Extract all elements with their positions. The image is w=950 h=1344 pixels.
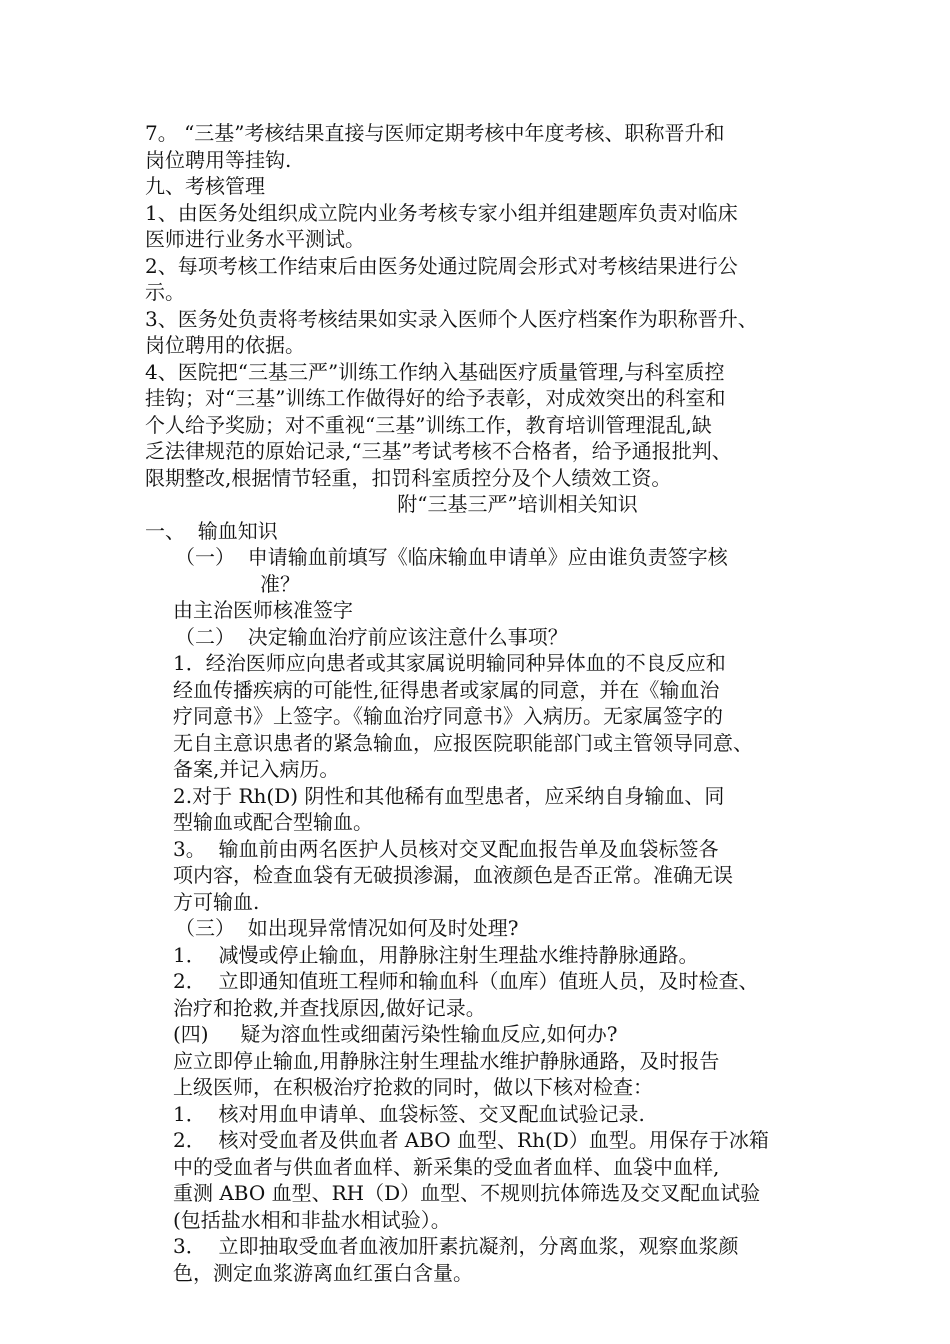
text-line: 一、 输血知识 (145, 518, 278, 543)
text-line: （三） 如出现异常情况如何及时处理? (175, 916, 519, 940)
text-line: 岗位聘用的依据。 (145, 333, 305, 357)
text-line: (四) 疑为溶血性或细菌污染性输血反应,如何办? (173, 1022, 618, 1046)
text-line: 7。 “三基”考核结果直接与医师定期考核中年度考核、职称晋升和 (145, 121, 725, 145)
text-line: 医师进行业务水平测试。 (145, 227, 365, 251)
text-line: （一） 申请输血前填写《临床输血申请单》应由谁负责签字核 (175, 545, 728, 569)
text-line: 疗同意书》上签字。《输血治疗同意书》入病历。无家属签字的 (173, 704, 723, 728)
text-line: 挂钩；对“三基”训练工作做得好的给予表彰，对成效突出的科室和 (145, 386, 726, 410)
text-line: 中的受血者与供血者血样、新采集的受血者血样、血袋中血样, (173, 1154, 720, 1179)
text-line: 上级医师，在积极治疗抢救的同时，做以下核对检查： (173, 1075, 653, 1099)
text-line: 附“三基三严”培训相关知识 (397, 492, 638, 516)
text-line: （二） 决定输血治疗前应该注意什么事项？ (175, 624, 568, 649)
text-line: 治疗和抢救,并查找原因,做好记录。 (173, 995, 486, 1020)
text-line: 2． 立即通知值班工程师和输血科（血库）值班人员，及时检查、 (173, 969, 759, 993)
text-line: 示。 (145, 280, 185, 304)
text-line: 项内容，检查血袋有无破损渗漏，血液颜色是否正常。准确无误 (173, 863, 733, 887)
text-line: 3、医务处负责将考核结果如实录入医师个人医疗档案作为职称晋升、 (145, 306, 758, 331)
text-line: 3． 立即抽取受血者血液加肝素抗凝剂，分离血浆，观察血浆颜 (173, 1234, 739, 1258)
text-line: 2.对于 Rh(D) 阴性和其他稀有血型患者，应采纳自身输血、同 (173, 783, 725, 808)
text-line: 应立即停止输血,用静脉注射生理盐水维护静脉通路，及时报告 (173, 1048, 720, 1073)
text-line: 2． 核对受血者及供血者 ABO 血型、Rh(D）血型。用保存于冰箱 (173, 1128, 769, 1152)
text-line: 4、医院把“三基三严”训练工作纳入基础医疗质量管理,与科室质控 (145, 359, 725, 384)
text-line: 色，测定血浆游离血红蛋白含量。 (173, 1260, 473, 1285)
text-line: 个人给予奖励；对不重视“三基”训练工作，教育培训管理混乱,缺 (145, 412, 712, 437)
text-line: 方可输血. (173, 889, 260, 914)
document-body (145, 120, 830, 1286)
text-line: 备案,并记入病历。 (173, 757, 340, 781)
text-line: 1． 减慢或停止输血，用静脉注射生理盐水维持静脉通路。 (173, 942, 699, 967)
text-line: 乏法律规范的原始记录,“三基”考试考核不合格者，给予通报批判、 (145, 439, 732, 463)
text-line: 1、由医务处组织成立院内业务考核专家小组并组建题库负责对临床 (145, 200, 738, 225)
text-line: 九、考核管理 (145, 174, 265, 198)
text-line: 岗位聘用等挂钩. (145, 147, 292, 172)
text-line: 1． 核对用血申请单、血袋标签、交叉配血试验记录. (173, 1101, 645, 1126)
text-line: 3。 输血前由两名医护人员核对交叉配血报告单及血袋标签各 (173, 836, 719, 861)
text-line: 限期整改,根据情节轻重，扣罚科室质控分及个人绩效工资。 (145, 465, 672, 490)
text-line: 由主治医师核准签字 (173, 598, 353, 622)
text-line: 重测 ABO 血型、RH（D）血型、不规则抗体筛选及交叉配血试验 (173, 1181, 761, 1205)
text-line: 经血传播疾病的可能性,征得患者或家属的同意，并在《输血治 (173, 677, 720, 702)
text-line: 1．经治医师应向患者或其家属说明输同种异体血的不良反应和 (173, 651, 726, 675)
text-line: 准？ (260, 571, 300, 596)
text-line: 型输血或配合型输血。 (173, 810, 373, 834)
text-line: 2、每项考核工作结束后由医务处通过院周会形式对考核结果进行公 (145, 253, 738, 278)
text-line: (包括盐水相和非盐水相试验）。 (173, 1207, 451, 1232)
text-line: 无自主意识患者的紧急输血，应报医院职能部门或主管领导同意、 (173, 730, 753, 755)
